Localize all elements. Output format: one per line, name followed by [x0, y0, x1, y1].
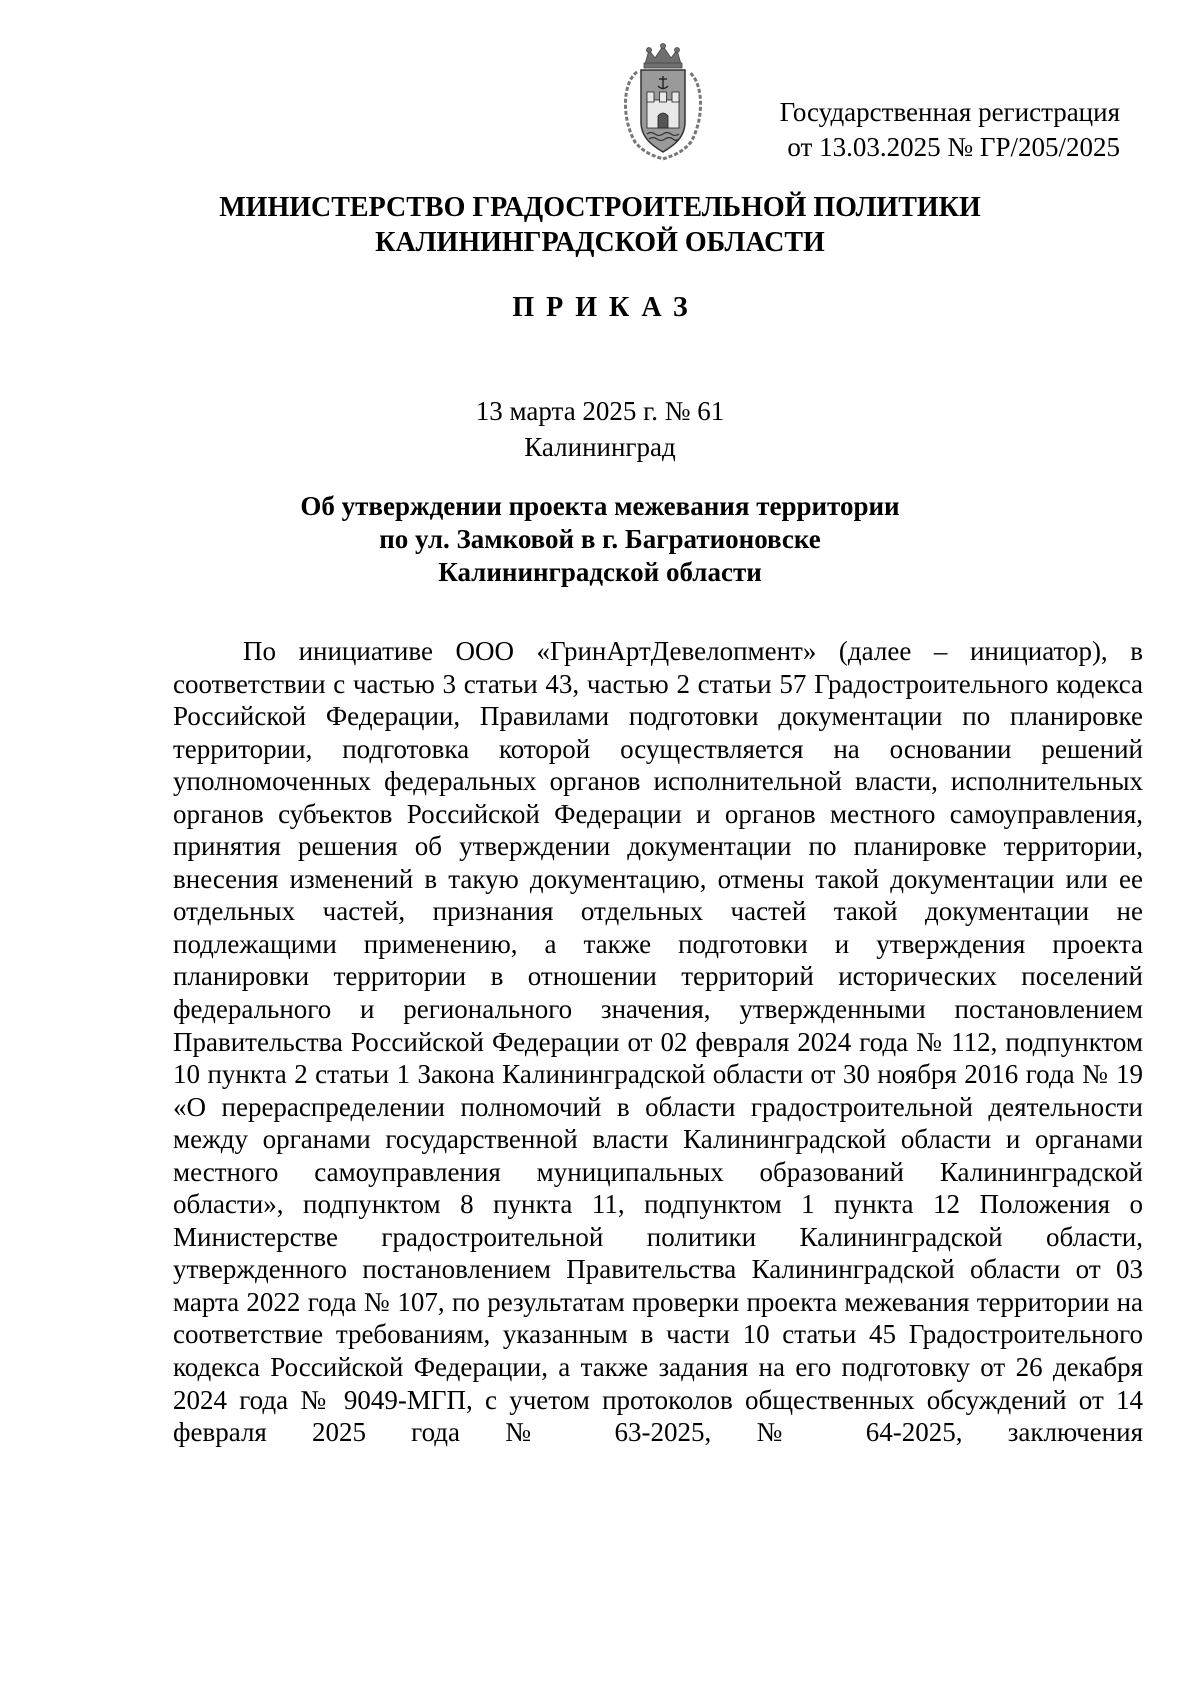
- body-paragraph: По инициативе ООО «ГринАртДевелопмент» (далее – инициатор), в соответствии с частью 3 статьи 43, частью 2 статьи 57 Градостроительного кодекса Российской Федерации, Правилами подготовки документации по планировке территории, подготовка которой осуществляется на основании решений уполномоченных федеральных органов исполнительной власти, исполнительных органов субъектов Российской Федерации и органов местного самоуправления, принятия решения об утверждении документации по планировке территории, внесения изменений в такую документацию, отмены такой документации или ее отдельных частей, признания отдельных частей такой документации не подлежащими применению, а также подготовки и утверждения проекта планировки территории в отношении территорий исторических поселений федерального и регионального значения, утвержденными постановлением Правительства Российской Федерации от 02 февраля 2024 года № 112, подпунктом 10 пункта 2 статьи 1 Закона Калининградской области от 30 ноября 2016 года № 19 «О перераспределении полномочий в области градостроительной деятельности между органами государственной власти Калининградской области и органами местного самоуправления муниципальных образований Калининградской области», подпунктом 8 пункта 11, подпунктом 1 пункта 12 Положения о Министерстве градостроительной политики Калининградской области, утвержденного постановлением Правительства Калининградской области от 03 марта 2022 года № 107, по результатам проверки проекта межевания территории на соответствие требованиям, указанным в части 10 статьи 45 Градостроительного кодекса Российской Федерации, а также задания на его подготовку от 26 декабря 2024 года № 9049-МГП, с учетом протоколов общественных обсуждений от 14 февраля 2025 года № 63-2025, № 64-2025, заключения: [173, 636, 1143, 1448]
- order-date-number: 13 марта 2025 г. № 61: [475, 396, 725, 426]
- order-subject-line1: Об утверждении проекта межевания территории: [300, 491, 900, 521]
- order-place: Калининград: [524, 432, 676, 462]
- date-and-place: [0, 393, 1200, 465]
- order-subject-line2: по ул. Замковой в г. Багратионовске: [379, 524, 821, 554]
- registration-label: Государственная регистрация: [779, 97, 1120, 127]
- ministry-title-line2: КАЛИНИНГРАДСКОЙ ОБЛАСТИ: [375, 227, 825, 258]
- order-subject-line3: Калининградской области: [438, 557, 762, 587]
- state-registration: [780, 95, 1120, 165]
- order-subject: [0, 490, 1200, 589]
- document-type: ПРИКАЗ: [512, 292, 700, 323]
- registration-number: от 13.03.2025 № ГР/205/2025: [787, 132, 1120, 162]
- ministry-title: [0, 190, 1200, 260]
- order-body: [173, 635, 1143, 1449]
- ministry-title-line1: МИНИСТЕРСТВО ГРАДОСТРОИТЕЛЬНОЙ ПОЛИТИКИ: [219, 192, 981, 223]
- coat-of-arms-icon: [615, 42, 711, 162]
